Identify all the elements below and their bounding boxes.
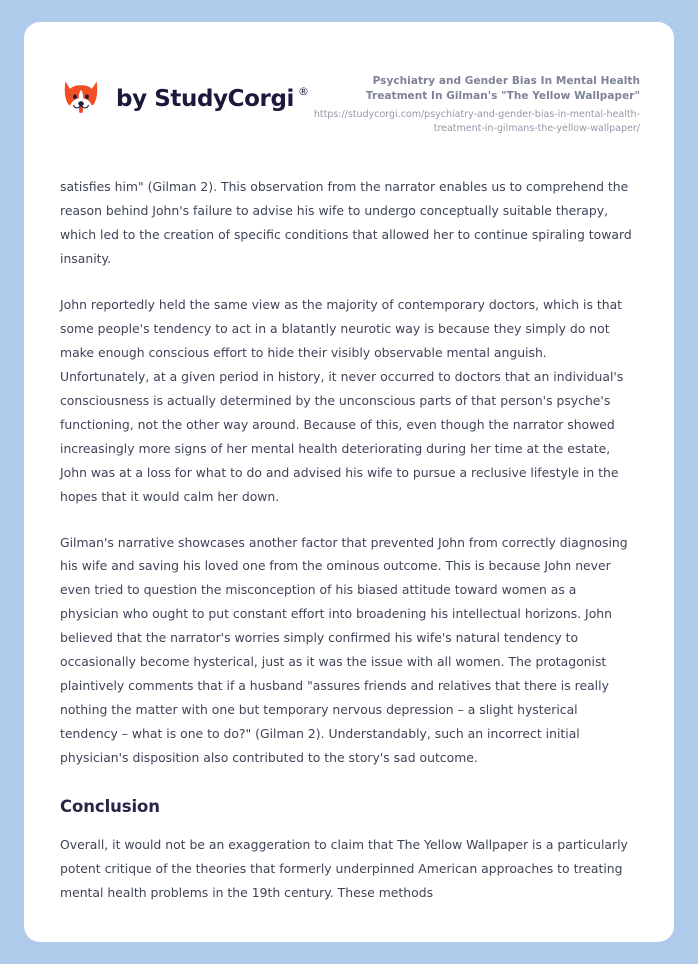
document-page [24,22,674,942]
page-title: Psychiatry and Gender Bias In Mental Health Treatment In Gilman's "The Yellow Wallpaper" [365,75,640,102]
brand-name-text: by StudyCorgi [116,85,295,112]
corgi-logo-icon [58,76,104,122]
document-body [24,175,674,905]
paragraph: Gilman's narrative showcases another factor that prevented John from correctly diagnosing his wife and saving his loved one from the ominous outcome. This is because John never even tried to question the misconception of his biased attitude toward women as a physician who ought to put constant effort into broadening his intellectual horizons. John believed that the narrator's worries simply confirmed his wife's natural tendency to occasionally become hysterical, just as it was the issue with all women. The protagonist plaintively comments that if a husband "assures friends and relatives that there is really nothing the matter with one but temporary nervous depression – a slight hysterical tendency – what is one to do?" (Gilman 2). Understandably, such an incorrect initial physician's disposition also contributed to the story's sad outcome. [60,534,628,765]
paragraph: Overall, it would not be an exaggeration to claim that The Yellow Wallpaper is a particularly potent critique of the theories that formerly underpinned American approaches to treating mental health problems in the 19th century. These methods [60,837,628,901]
document-header [24,22,674,135]
header-document-meta [309,72,640,135]
registered-trademark-icon: ® [298,84,309,98]
studycorgi-brand [58,72,309,122]
section-heading-conclusion: Conclusion [60,796,160,816]
paragraph: satisfies him" (Gilman 2). This observation from the narrator enables us to comprehend the reason behind John's failure to advise his wife to undergo conceptually suitable therapy, which led to the creation of specific conditions that allowed her to continue spiraling toward insanity. [60,179,632,267]
source-url[interactable]: https://studycorgi.com/psychiatry-and-gender-bias-in-mental-health-treatment-in-gilmans-the-yellow-wallpaper/ [313,108,640,134]
paragraph: John reportedly held the same view as the majority of contemporary doctors, which is that some people's tendency to act in a blatantly neurotic way is because they simply do not make enough conscious effort to hide their visibly observable mental anguish. Unfortunately, at a given period in history, it never occurred to doctors that an individual's consciousness is actually determined by the unconscious parts of that person's psyche's functioning, not the other way around. Because of this, even though the narrator showed increasingly more signs of her mental health deteriorating during her time at the estate, John was at a loss for what to do and advised his wife to pursue a reclusive lifestyle in the hopes that it would calm her down. [60,297,624,504]
brand-wordmark [116,84,309,112]
